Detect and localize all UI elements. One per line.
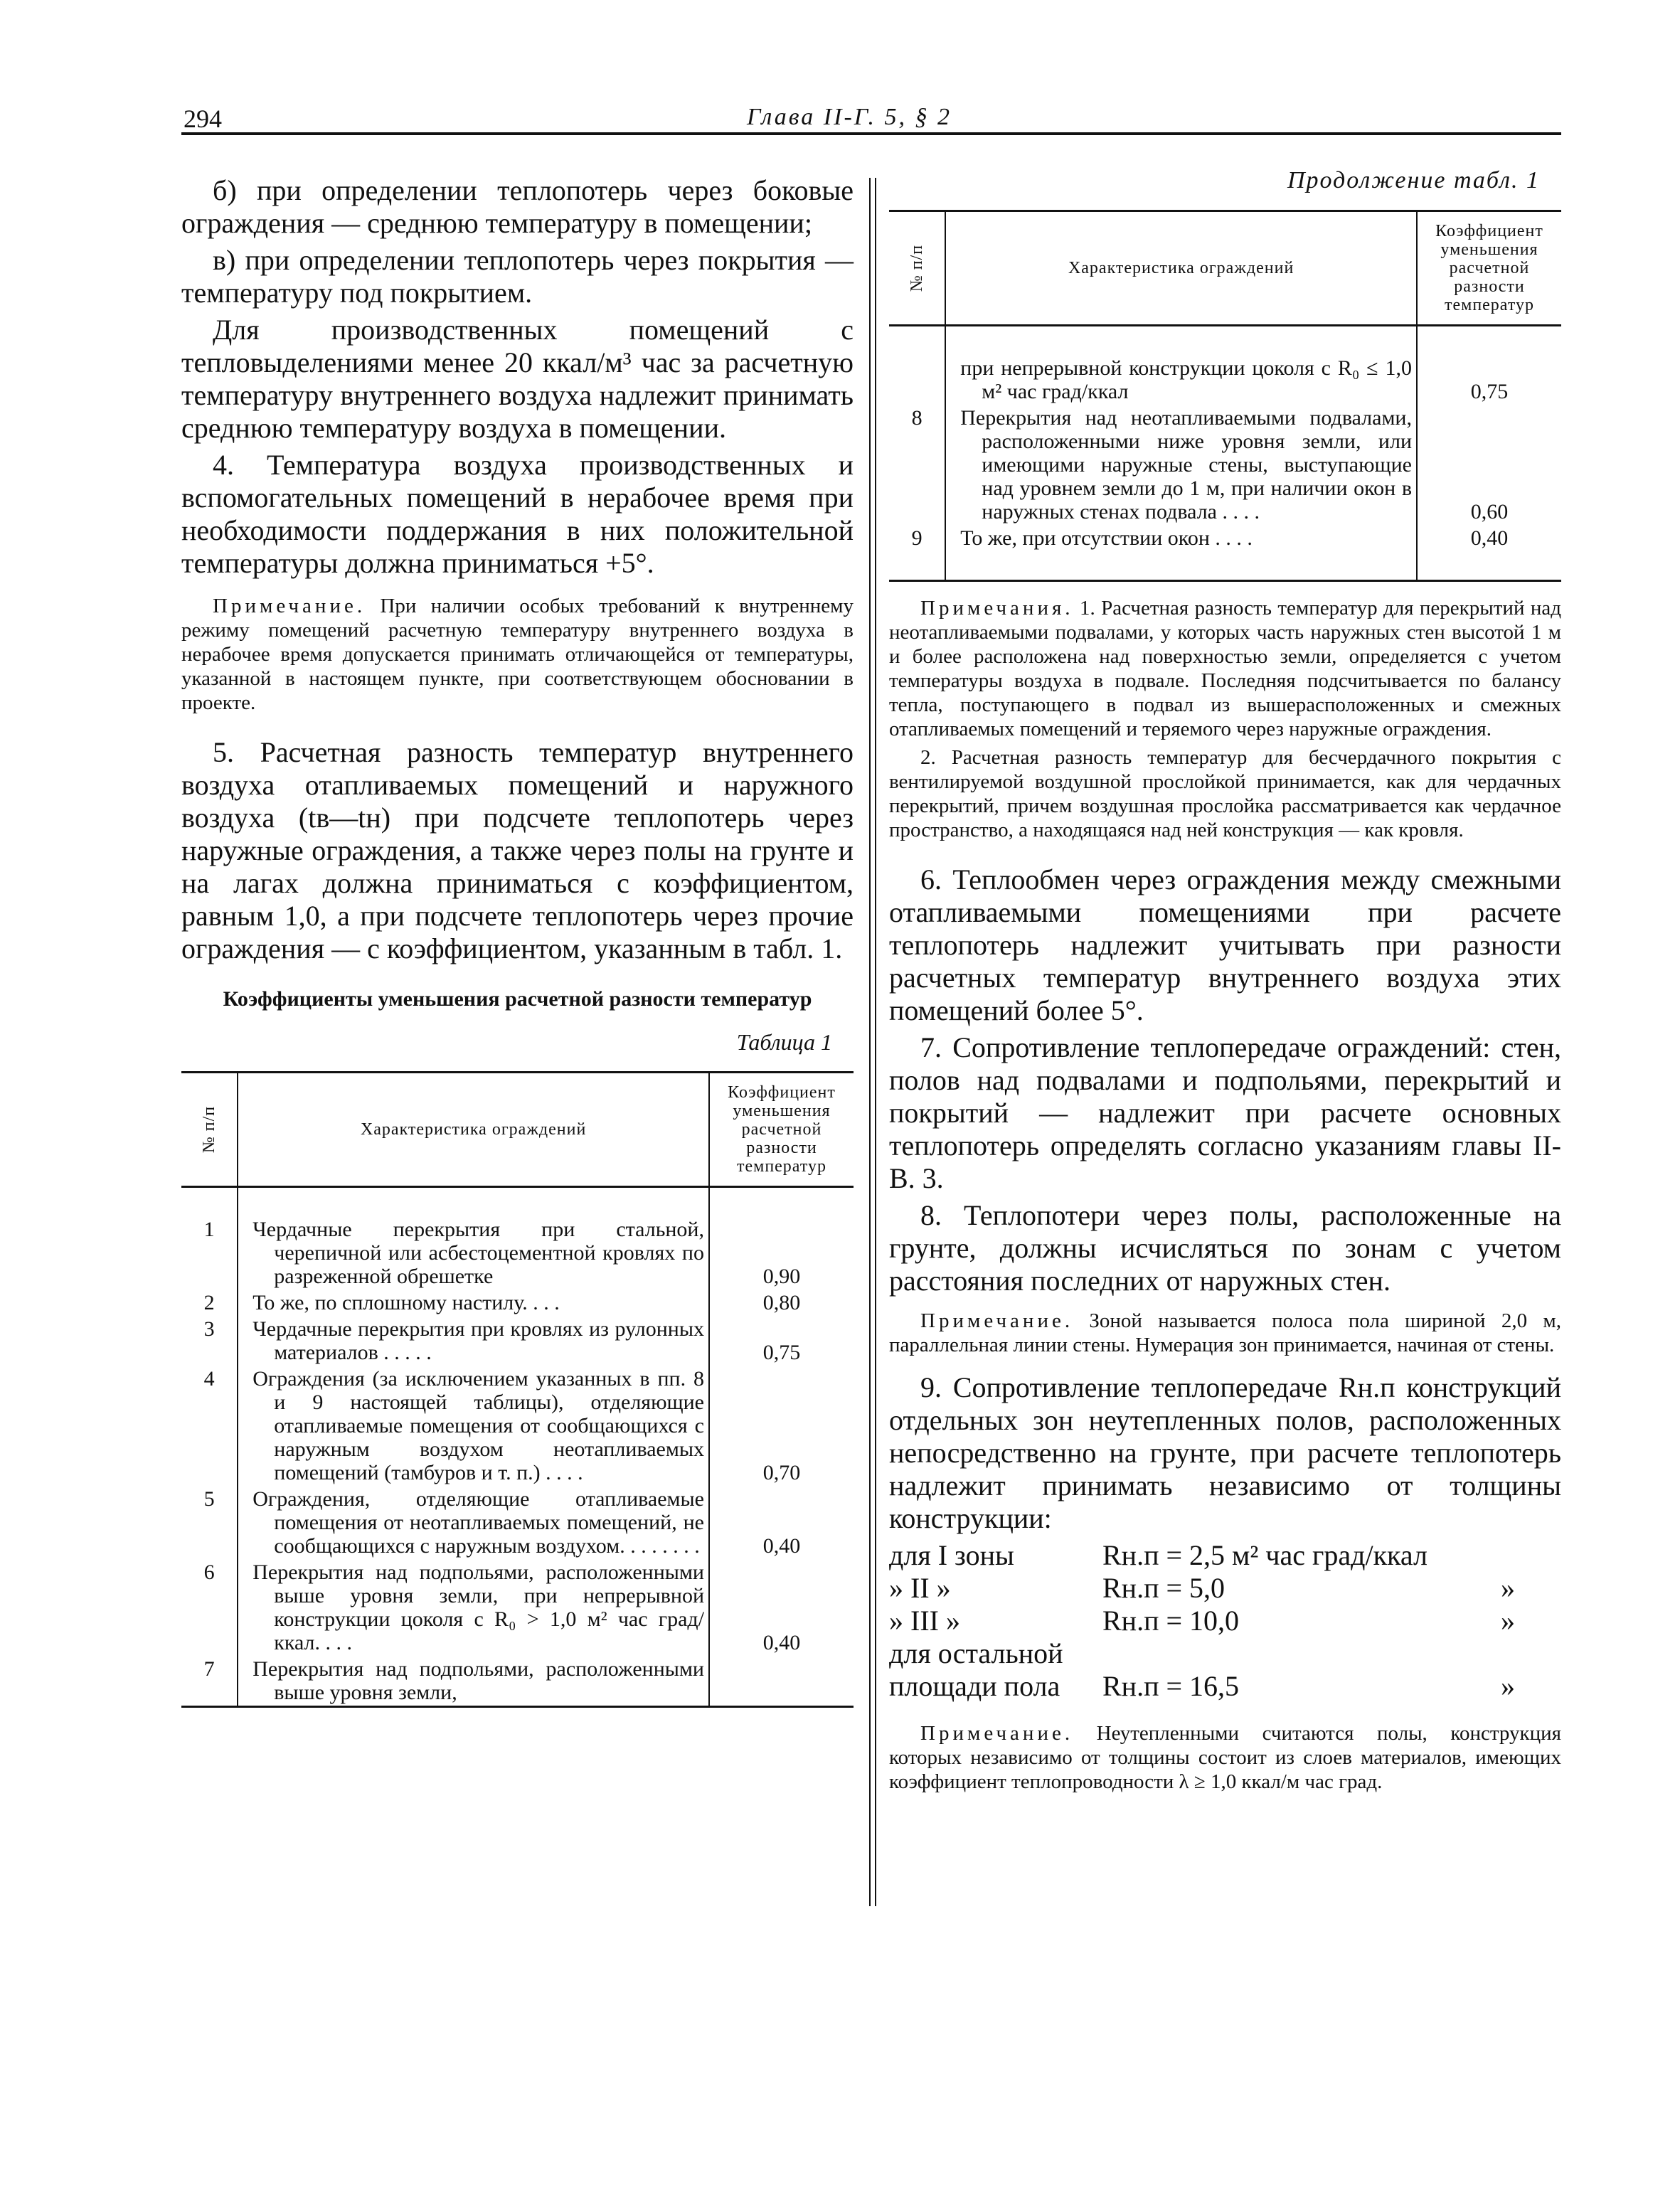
paragraph-5: 5. Расчетная разность температур внутреннего воздуха отапливаемых помещений и наружного воздуха (tв—tн) при подсчете теплопотерь через наружные ограждения, а также через полы на грунте и на лагах должна приниматься с коэффициентом, равным 1,0, а при подсчете теплопотерь через прочие ограждения — с коэффициентом, указанным в табл. 1. <box>181 736 854 964</box>
note-keyword: Примечание. <box>920 1309 1074 1332</box>
table-row: 4 Ограждения (за исключением указанных в пп. 8 и 9 настоящей таблицы), отделяющие отапливаемые помещения от сообщающихся с наружным воздухом неотапливаемых помещений (тамбуров и т. п.) . . . . 0,70 <box>181 1366 854 1486</box>
table-row: 8 Перекрытия над неотапливаемыми подвалами, расположенными ниже уровня земли, или имеющими наружные стены, выступающие над уровнем земли до 1 м, при наличии окон в наружных стенах подвала . . . . 0,60 <box>889 405 1561 525</box>
table-row: при непрерывной конструкции цоколя с R₀ ≤ 1,0 м² час град/ккал 0,75 <box>889 355 1561 405</box>
zone-row: для I зоны Rн.п = 2,5 м² час град/ккал <box>889 1539 1428 1571</box>
table-continuation-label: Продолжение табл. 1 <box>1287 167 1540 193</box>
column-divider-left <box>869 178 871 1906</box>
page-number: 294 <box>184 105 222 133</box>
note-text: Зоной называется полоса пола шириной 2,0 м, параллельная линии стены. Нумерация зон принимается, начиная от стены. <box>889 1309 1561 1356</box>
paragraph-9: 9. Сопротивление теплопередаче Rн.п конструкций отдельных зон неутепленных полов, расположенных непосредственно на грунте, при расчете теплопотерь надлежит принимать независимо от толщины конструкции: <box>889 1371 1561 1534</box>
note-final <box>889 1721 1561 1794</box>
header-number: № п/п <box>181 1073 238 1187</box>
column-divider-right <box>875 178 876 1906</box>
paragraph-7: 7. Сопротивление теплопередаче ограждений: стен, полов над подвалами и подпольями, перекрытий и покрытий — надлежит при расчете основных теплопотерь определять согласно указаниям главы II-В. 3. <box>889 1031 1561 1194</box>
table-label: Таблица 1 <box>736 1029 832 1055</box>
table-row: 2 То же, по сплошному настилу. . . . 0,80 <box>181 1290 854 1316</box>
note-zone <box>889 1309 1561 1357</box>
header-coefficient: Коэффициент уменьшения расчетной разности температур <box>1417 211 1561 326</box>
left-column <box>181 174 854 1708</box>
zone-row: площади пола Rн.п = 16,5 » <box>889 1670 1515 1702</box>
header-number: № п/п <box>889 211 945 326</box>
table-row: 3 Чердачные перекрытия при кровлях из рулонных материалов . . . . . 0,75 <box>181 1316 854 1366</box>
table-row: 1 Чердачные перекрытия при стальной, черепичной или асбестоцементной кровлях по разреженной обрешетке 0,90 <box>181 1216 854 1290</box>
paragraph-production: Для производственных помещений с тепловыделениями менее 20 ккал/м³ час за расчетную температуру внутреннего воздуха надлежит принимать среднюю температуру воздуха в помещении. <box>181 314 854 444</box>
note-1 <box>181 594 854 715</box>
note-text: При наличии особых требований к внутреннему режиму помещений расчетную температуру внутреннего воздуха в нерабочее время допускается принимать отличающейся от температуры, указанной в настоящем пункте, при соответствующем обосновании в проекте. <box>181 595 854 714</box>
table-row: 5 Ограждения, отделяющие отапливаемые помещения от неотапливаемых помещений, не сообщающихся с наружным воздухом. . . . . . . . 0,40 <box>181 1486 854 1559</box>
notes-block-1 <box>889 596 1561 741</box>
notes-keyword: Примечания. <box>920 597 1074 620</box>
table-title: Коэффициенты уменьшения расчетной разности температур <box>223 987 812 1011</box>
paragraph-v: в) при определении теплопотерь через покрытия — температуру под покрытием. <box>181 244 854 309</box>
table-1-continued <box>889 210 1561 582</box>
header-coefficient: Коэффициент уменьшения расчетной разности температур <box>709 1073 854 1187</box>
header-rule <box>181 132 1561 135</box>
right-column <box>889 167 1561 1815</box>
notes-block-2: 2. Расчетная разность температур для бесчердачного покрытия с вентилируемой воздушной прослойкой принимается, как для чердачных перекрытий, причем воздушная прослойка рассматривается как чердачное пространство, а находящаяся над ней конструкция — как кровля. <box>889 746 1561 841</box>
table-1 <box>181 1071 854 1708</box>
header-characteristic: Характеристика ограждений <box>238 1073 709 1187</box>
note-keyword: Примечание. <box>213 595 366 617</box>
paragraph-8: 8. Теплопотери через полы, расположенные на грунте, должны исчисляться по зонам с учетом расстояния последних от наружных стен. <box>889 1199 1561 1297</box>
table-row: 9 То же, при отсутствии окон . . . . 0,40 <box>889 525 1561 551</box>
paragraph-b: б) при определении теплопотерь через боковые ограждения — среднюю температуру в помещении; <box>181 174 854 239</box>
zone-row: » III » Rн.п = 10,0 » <box>889 1605 1515 1637</box>
note-keyword: Примечание. <box>920 1722 1074 1745</box>
table-row: 6 Перекрытия над подпольями, расположенными выше уровня земли, при непрерывной конструкции цоколя с R₀ > 1,0 м² час град/ккал. . . . 0,40 <box>181 1559 854 1656</box>
note-1-text: 1. Расчетная разность температур для перекрытий над неотапливаемыми подвалами, у которых часть наружных стен высотой 1 м и более расположена над поверхностью земли, определяется с учетом температуры воздуха в подвале. Последняя подсчитывается по балансу тепла, поступающего в подвал из вышерасположенных и смежных отапливаемых помещений и теряемого через наружные ограждения. <box>889 597 1561 740</box>
table-row: 7 Перекрытия над подпольями, расположенными выше уровня земли, <box>181 1656 854 1707</box>
zone-row: для остальной <box>889 1637 1063 1669</box>
note-text: Неутепленными считаются полы, конструкция которых независимо от толщины состоит из слоев материалов, имеющих коэффициент теплопроводности λ ≥ 1,0 ккал/м час град. <box>889 1722 1561 1793</box>
paragraph-6: 6. Теплообмен через ограждения между смежными отапливаемыми помещениями при расчете теплопотерь надлежит учитывать при разности расчетных температур внутреннего воздуха этих помещений более 5°. <box>889 863 1561 1026</box>
header-characteristic: Характеристика ограждений <box>945 211 1417 326</box>
zones-list <box>889 1539 1561 1703</box>
chapter-heading: Глава II-Г. 5, § 2 <box>747 104 952 130</box>
paragraph-4: 4. Температура воздуха производственных и вспомогательных помещений в нерабочее время при необходимости поддержания в них положительной температуры должна приниматься +5°. <box>181 449 854 579</box>
zone-row: » II » Rн.п = 5,0 » <box>889 1572 1515 1604</box>
